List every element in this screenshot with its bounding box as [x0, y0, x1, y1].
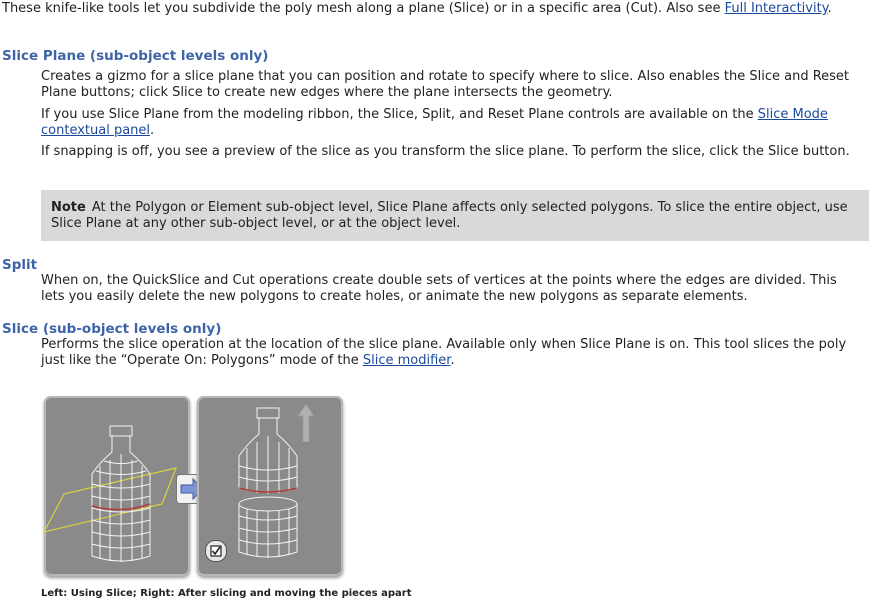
ribbon-text: If you use Slice Plane from the modeling ribbon, the Slice, Split, and Reset Plane controls are available on the: [41, 107, 758, 122]
figure-caption: Left: Using Slice; Right: After slicing and moving the pieces apart: [41, 588, 412, 599]
right-viewport-panel: [197, 396, 343, 576]
slice-plane-ribbon-paragraph: [41, 107, 863, 139]
slice-description: [41, 337, 863, 369]
slice-plane-description: Creates a gizmo for a slice plane that you can position and rotate to specify where to slice. Also enables the Slice and Reset Plane buttons; click Slice to create new edges where the plane intersects the geometry.: [41, 69, 850, 100]
split-description: When on, the QuickSlice and Cut operations create double sets of vertices at the points where the edges are divided. This lets you easily delete the new polygons to create holes, or animate the new polygons as separate elements.: [41, 273, 837, 304]
slice-end: .: [450, 353, 455, 368]
slice-text: Performs the slice operation at the location of the slice plane. Available only when Slice Plane is on. This tool slices the poly just like the “Operate On: Polygons” mode of the: [41, 337, 847, 368]
slice-mode-panel-link[interactable]: Slice Mode contextual panel: [41, 107, 828, 138]
slice-modifier-link[interactable]: Slice modifier: [362, 353, 451, 368]
slice-plane-snapping-paragraph: If snapping is off, you see a preview of the slice as you transform the slice plane. To perform the slice, click the Slice button.: [41, 144, 850, 159]
ribbon-end: .: [150, 123, 155, 138]
arrow-up-icon: [297, 404, 315, 447]
split-heading: Split: [2, 257, 38, 273]
checkbox-icon: [205, 540, 227, 562]
slice-heading: Slice (sub-object levels only): [2, 321, 222, 337]
note-text: At the Polygon or Element sub-object level, Slice Plane affects only selected polygons. To slice the entire object, use Slice Plane at any other sub-object level, or at the object level.: [51, 200, 848, 231]
bottle-slice-plane-image: [44, 396, 190, 576]
note-label: Note: [51, 200, 86, 215]
full-interactivity-link[interactable]: Full Interactivity: [724, 1, 828, 16]
slice-plane-heading: Slice Plane (sub-object levels only): [2, 48, 269, 64]
note-box: [41, 190, 869, 241]
intro-text: These knife-like tools let you subdivide the poly mesh along a plane (Slice) or in a specific area (Cut). Also see: [2, 1, 725, 16]
intro-end: .: [827, 1, 832, 16]
intro-paragraph: [2, 1, 864, 17]
left-viewport-panel: [44, 396, 190, 576]
slice-illustration: [41, 396, 346, 580]
